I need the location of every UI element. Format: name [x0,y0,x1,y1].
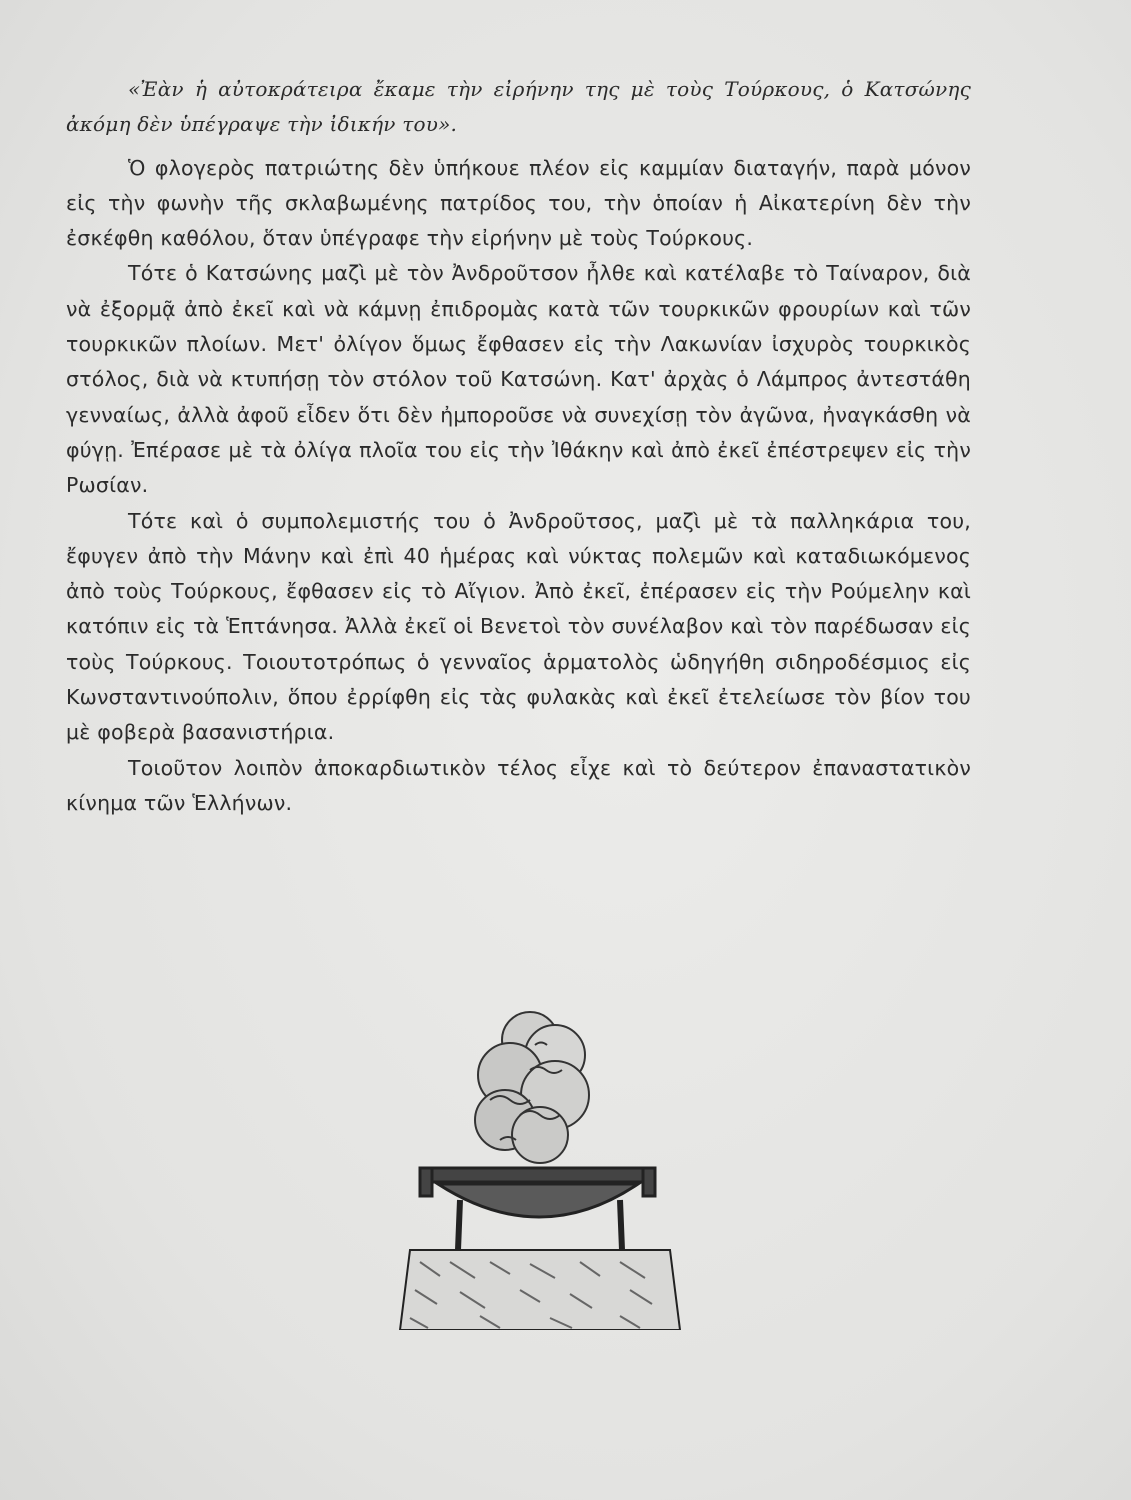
paragraph-4: Τοιοῦτον λοιπὸν ἀποκαρδιωτικὸν τέλος εἶχε καὶ τὸ δεύτερον ἐπαναστατικὸν κίνημα τῶν Ἑλλήνων. [66,755,971,815]
opening-quote: «Ἐὰν ἡ αὐτοκράτειρα ἔκαμε τὴν εἰρήνην της μὲ τοὺς Τούρκους, ὁ Κατσώνης ἀκόμη δὲν ὑπέγραψε τὴν ἰδικήν του». [66,77,971,137]
paragraph-2: Τότε ὁ Κατσώνης μαζὶ μὲ τὸν Ἀνδροῦτσον ἦλθε καὶ κατέλαβε τὸ Ταίναρον, διὰ νὰ ἐξορμᾷ ἀπὸ ἐκεῖ καὶ νὰ κάμνῃ ἐπιδρομὰς κατὰ τῶν τουρκικῶν φρουρίων καὶ τῶν τουρκικῶν πλοίων. Μετ' ὀλίγον ὅμως ἔφθασεν εἰς τὴν Λακωνίαν ἰσχυρὸς τουρκικὸς στόλος, διὰ νὰ κτυπήσῃ τὸν στόλον τοῦ Κατσώνη. Κατ' ἀρχὰς ὁ Λάμπρος ἀντεστάθη γενναίως, ἀλλὰ ἀφοῦ εἶδεν ὅτι δὲν ἠμποροῦσε νὰ συνεχίσῃ τὸν ἀγῶνα, ἠναγκάσθη νὰ φύγῃ. Ἐπέρασε μὲ τὰ ὀλίγα πλοῖα του εἰς τὴν Ἰθάκην καὶ ἀπὸ ἐκεῖ ἐπέστρεψεν εἰς τὴν Ρωσίαν. [66,261,971,498]
paragraph-3: Τότε καὶ ὁ συμπολεμιστής του ὁ Ἀνδροῦτσος, μαζὶ μὲ τὰ παλληκάρια του, ἔφυγεν ἀπὸ τὴν Μάνην καὶ ἐπὶ 40 ἡμέρας καὶ νύκτας πολεμῶν καὶ καταδιωκόμενος ἀπὸ τοὺς Τούρκους, ἔφθασεν εἰς τὸ Αἴγιον. Ἀπὸ ἐκεῖ, ἐπέρασεν εἰς τὴν Ρούμελην καὶ κατόπιν εἰς τὰ Ἑπτάνησα. Ἀλλὰ ἐκεῖ οἱ Βενετοὶ τὸν συνέλαβον καὶ τὸν παρέδωσαν εἰς τοὺς Τούρκους. Τοιουτοτρόπως ὁ γενναῖος ἁρματολὸς ὡδηγήθη σιδηροδέσμιος εἰς Κωνσταντινούπολιν, ὅπου ἐρρίφθη εἰς τὰς φυλακὰς καὶ ἐκεῖ ἐτελείωσε τὸν βίον του μὲ φοβερὰ βασανιστήρια. [66,508,971,745]
brazier-illustration [380,1000,710,1330]
smoke-icon [475,1012,589,1163]
paragraph-1: Ὁ φλογερὸς πατριώτης δὲν ὑπήκουε πλέον εἰς καμμίαν διαταγήν, παρὰ μόνον εἰς τὴν φωνὴν τῆς σκλαβωμένης πατρίδος του, τὴν ὁποίαν ἡ Αἰκατερίνη δὲν τὴν ἐσκέφθη καθόλου, ὅταν ὑπέγραφε τὴν εἰρήνην μὲ τοὺς Τούρκους. [66,155,971,251]
page-text [66,72,971,821]
pedestal-icon [400,1250,680,1330]
brazier-icon [420,1168,655,1250]
